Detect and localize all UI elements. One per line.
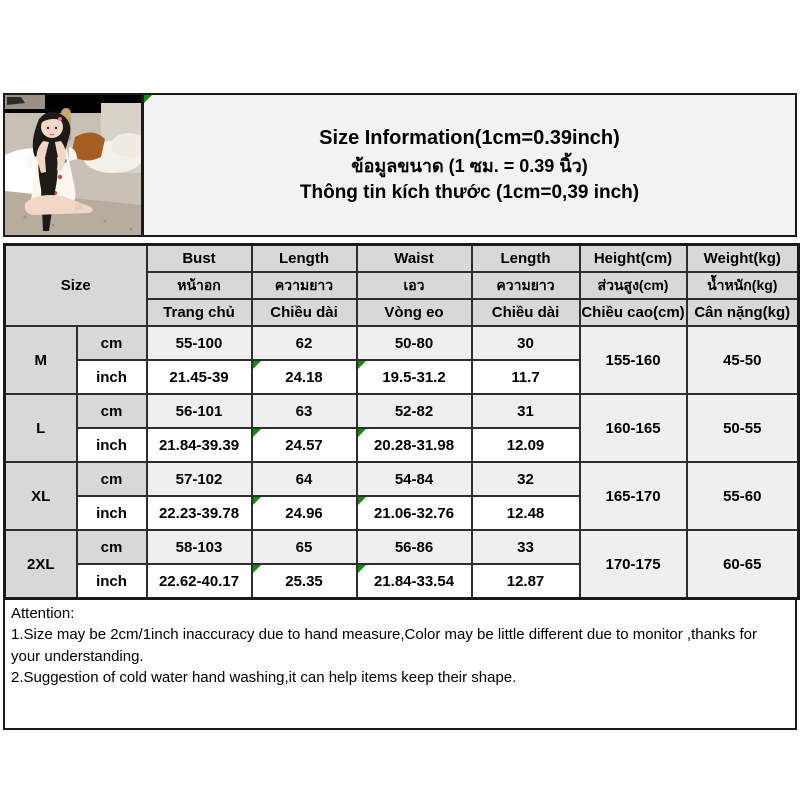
col-header-weight-en: Weight(kg)	[687, 245, 799, 273]
comment-marker-icon	[253, 565, 261, 573]
cell-length-inch	[252, 428, 357, 462]
col-header-height-th: ส่วนสูง(cm)	[580, 272, 687, 299]
col-header-length-th: ความยาว	[252, 272, 357, 299]
col-header-height-vi: Chiều cao(cm)	[580, 299, 687, 326]
cell-bust-cm: 55-100	[147, 326, 252, 360]
unit-cell: inch	[77, 428, 147, 462]
cell-bust-inch: 21.45-39	[147, 360, 252, 394]
comment-marker-icon	[144, 95, 152, 103]
title-english: Size Information(1cm=0.39inch)	[319, 126, 620, 149]
cell-waist-inch	[357, 428, 472, 462]
cell-value: 24.18	[285, 368, 323, 386]
size-label-m: M	[5, 326, 77, 394]
size-label-xl: XL	[5, 462, 77, 530]
col-header-weight-vi: Cân nặng(kg)	[687, 299, 799, 326]
cell-height: 155-160	[580, 326, 687, 394]
table-row	[5, 462, 799, 496]
cell-length2-inch: 11.7	[472, 360, 580, 394]
size-corner-label: Size	[5, 245, 147, 327]
table-row	[5, 326, 799, 360]
cell-waist-cm: 52-82	[357, 394, 472, 428]
size-label-2xl: 2XL	[5, 530, 77, 599]
unit-cell: cm	[77, 530, 147, 564]
cell-length2-cm: 31	[472, 394, 580, 428]
cell-waist-cm: 56-86	[357, 530, 472, 564]
attention-box	[3, 600, 797, 730]
size-label-l: L	[5, 394, 77, 462]
col-header-length-vi: Chiều dài	[252, 299, 357, 326]
cell-bust-inch: 21.84-39.39	[147, 428, 252, 462]
header-row-en	[5, 245, 799, 273]
cell-value: 20.28-31.98	[373, 436, 455, 454]
cell-value: 24.57	[285, 436, 323, 454]
cell-length2-cm: 33	[472, 530, 580, 564]
col-header-height-en: Height(cm)	[580, 245, 687, 273]
col-header-waist-vi: Vòng eo	[357, 299, 472, 326]
size-chart-panel	[3, 93, 797, 730]
attention-note-1: 1.Size may be 2cm/1inch inaccuracy due to hand measure,Color may be little different due to monitor ,thanks for your understanding.	[11, 626, 757, 665]
cell-height: 160-165	[580, 394, 687, 462]
cell-bust-inch: 22.62-40.17	[147, 564, 252, 599]
cell-bust-inch: 22.23-39.78	[147, 496, 252, 530]
cell-weight: 50-55	[687, 394, 799, 462]
cell-length-inch	[252, 564, 357, 599]
table-row	[5, 394, 799, 428]
cell-length2-inch: 12.87	[472, 564, 580, 599]
cell-length-cm: 63	[252, 394, 357, 428]
cell-waist-inch	[357, 564, 472, 599]
product-photo-illustration	[5, 95, 141, 235]
cell-value: 21.84-33.54	[373, 572, 455, 590]
cell-length-inch	[252, 496, 357, 530]
cell-length2-inch: 12.48	[472, 496, 580, 530]
title-vietnamese: Thông tin kích thước (1cm=0,39 inch)	[299, 181, 640, 203]
cell-waist-cm: 50-80	[357, 326, 472, 360]
attention-note-2: 2.Suggestion of cold water hand washing,it can help items keep their shape.	[11, 668, 517, 686]
cell-weight: 55-60	[687, 462, 799, 530]
cell-length2-cm: 32	[472, 462, 580, 496]
unit-cell: inch	[77, 360, 147, 394]
comment-marker-icon	[253, 361, 261, 369]
col-header-bust-vi: Trang chủ	[147, 299, 252, 326]
cell-waist-inch	[357, 360, 472, 394]
cell-length-cm: 64	[252, 462, 357, 496]
title-thai: ข้อมูลขนาด (1 ซม. = 0.39 นิ้ว)	[351, 155, 588, 176]
cell-waist-cm: 54-84	[357, 462, 472, 496]
product-photo	[3, 93, 143, 237]
table-row	[5, 530, 799, 564]
cell-length-cm: 62	[252, 326, 357, 360]
comment-marker-icon	[358, 361, 366, 369]
cell-length-inch	[252, 360, 357, 394]
cell-bust-cm: 56-101	[147, 394, 252, 428]
cell-waist-inch	[357, 496, 472, 530]
comment-marker-icon	[253, 497, 261, 505]
cell-height: 170-175	[580, 530, 687, 599]
cell-weight: 60-65	[687, 530, 799, 599]
col-header-bust-th: หน้าอก	[147, 272, 252, 299]
cell-length2-cm: 30	[472, 326, 580, 360]
col-header-length-en: Length	[252, 245, 357, 273]
cell-value: 24.96	[285, 504, 323, 522]
comment-marker-icon	[253, 429, 261, 437]
cell-bust-cm: 57-102	[147, 462, 252, 496]
unit-cell: inch	[77, 564, 147, 599]
unit-cell: cm	[77, 462, 147, 496]
comment-marker-icon	[358, 497, 366, 505]
comment-marker-icon	[358, 429, 366, 437]
col-header-weight-th: น้ำหนัก(kg)	[687, 272, 799, 299]
cell-length-cm: 65	[252, 530, 357, 564]
cell-height: 165-170	[580, 462, 687, 530]
comment-marker-icon	[358, 565, 366, 573]
col-header-length2-th: ความยาว	[472, 272, 580, 299]
cell-value: 25.35	[285, 572, 323, 590]
unit-cell: cm	[77, 326, 147, 360]
title-block	[143, 93, 797, 237]
size-table	[3, 243, 800, 600]
cell-bust-cm: 58-103	[147, 530, 252, 564]
attention-heading: Attention:	[11, 605, 75, 622]
cell-weight: 45-50	[687, 326, 799, 394]
col-header-waist-th: เอว	[357, 272, 472, 299]
cell-value: 21.06-32.76	[373, 504, 455, 522]
col-header-bust-en: Bust	[147, 245, 252, 273]
unit-cell: inch	[77, 496, 147, 530]
cell-value: 19.5-31.2	[382, 368, 446, 386]
unit-cell: cm	[77, 394, 147, 428]
col-header-length2-en: Length	[472, 245, 580, 273]
top-band	[3, 93, 797, 237]
col-header-length2-vi: Chiều dài	[472, 299, 580, 326]
col-header-waist-en: Waist	[357, 245, 472, 273]
cell-length2-inch: 12.09	[472, 428, 580, 462]
